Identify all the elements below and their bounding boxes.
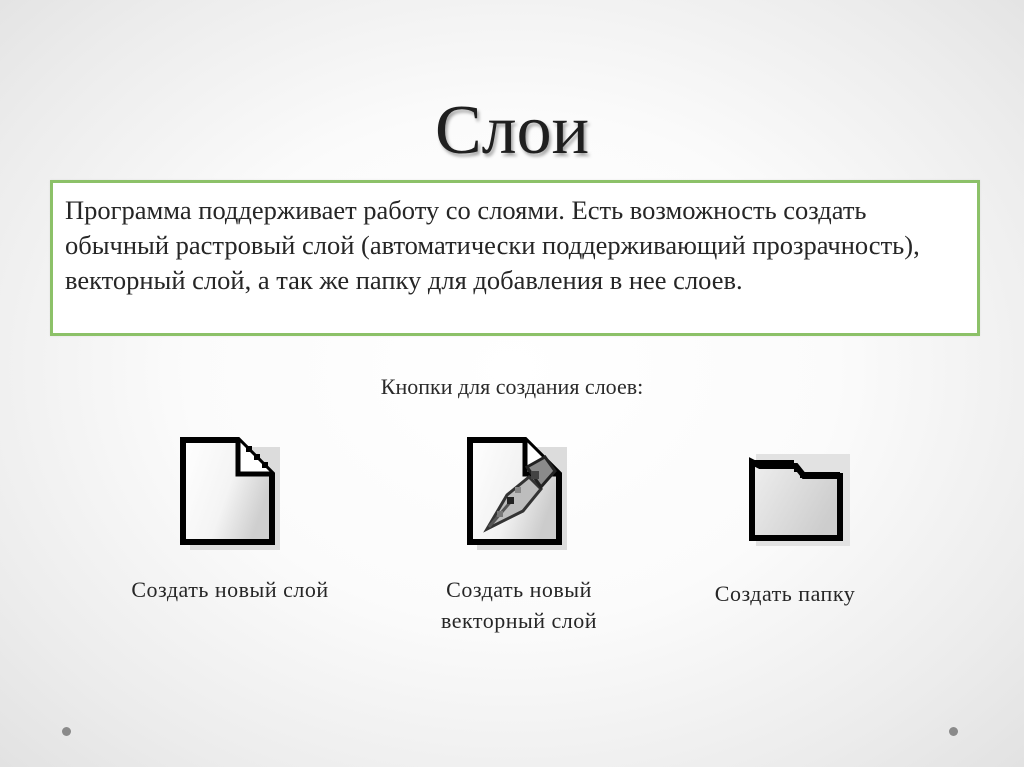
buttons-caption: Кнопки для создания слоев: [380, 374, 644, 399]
new-vector-layer-button[interactable] [467, 437, 569, 552]
new-folder-icon [748, 446, 850, 546]
new-layer-icon [180, 437, 282, 552]
new-folder-label: Создать папку [714, 581, 856, 606]
new-layer-label: Создать новый слой [131, 577, 329, 602]
new-folder-button[interactable] [748, 446, 850, 546]
new-vector-layer-label: Создать новый векторный слой [440, 577, 598, 633]
description-text-box: Программа поддерживает работу со слоями. Есть возможность создать обычный растровый слой (автоматически поддерживающий прозрачность), векторный слой, а так же папку для добавления в нее слоев. [50, 180, 980, 336]
new-layer-button[interactable] [180, 437, 282, 552]
slide-title: Слои [434, 92, 590, 169]
nav-dot-right [949, 727, 958, 736]
new-vector-layer-icon [467, 437, 569, 552]
nav-dot-left [62, 727, 71, 736]
